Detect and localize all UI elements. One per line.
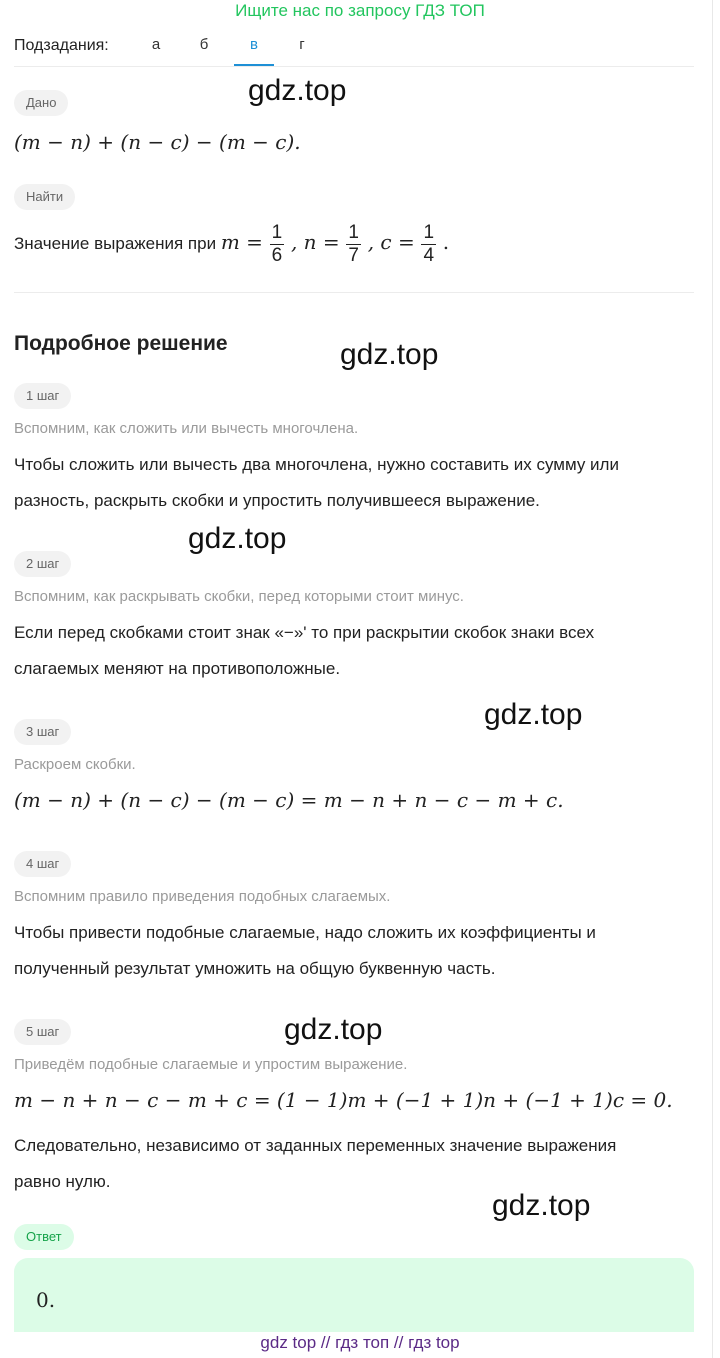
tab-v[interactable]: в: [234, 36, 274, 66]
step-2-hint: Вспомним, как раскрывать скобки, перед которыми стоит минус.: [14, 588, 464, 605]
step-4-hint: Вспомним правило приведения подобных слагаемых.: [14, 888, 391, 905]
given-pill: Дано: [14, 90, 68, 116]
watermark: gdz.top: [492, 1189, 591, 1222]
fraction-m: $\frac{1}{6}$: [271, 222, 283, 267]
tab-b[interactable]: б: [199, 36, 209, 53]
step-2-line-1: Если перед скобками стоит знак «−»' то при раскрытии скобок знаки всех: [14, 623, 595, 642]
step-5-hint: Приведём подобные слагаемые и упростим выражение.: [14, 1056, 408, 1073]
step-2-line-2: слагаемых меняют на противоположные.: [14, 659, 341, 678]
step-5-expression: m − n + n − c − m + c = (1 − 1)m + (−1 + 1)n + (−1 + 1)c = 0.: [14, 1088, 673, 1112]
step-1-pill: 1 шаг: [14, 383, 71, 409]
find-pill: Найти: [14, 184, 75, 210]
top-banner[interactable]: Ищите нас по запросу ГДЗ ТОП: [235, 1, 485, 20]
answer-pill: Ответ: [14, 1224, 74, 1250]
given-expression: (m − n) + (n − c) − (m − c).: [14, 130, 301, 154]
step-1-hint: Вспомним, как сложить или вычесть многочлена.: [14, 420, 359, 437]
subtasks-label: Подзадания:: [14, 37, 109, 54]
find-text: Значение выражения при m = $\frac{1}{6}$ , n = $\frac{1}{7}$ , c = $\frac{1}{4}$ .: [14, 222, 450, 267]
watermark: gdz.top: [188, 522, 287, 555]
divider: [14, 292, 694, 293]
footer-links[interactable]: gdz top // гдз топ // гдз top: [260, 1333, 460, 1352]
watermark: gdz.top: [284, 1013, 383, 1046]
tab-g[interactable]: г: [299, 36, 305, 53]
solution-title: Подробное решение: [14, 332, 228, 355]
step-5-pill: 5 шаг: [14, 1019, 71, 1045]
step-3-hint: Раскроем скобки.: [14, 756, 136, 773]
answer-box: [14, 1258, 694, 1332]
step-2-pill: 2 шаг: [14, 551, 71, 577]
step-5-line-2: равно нулю.: [14, 1172, 111, 1191]
tab-a[interactable]: а: [151, 36, 161, 53]
step-4-pill: 4 шаг: [14, 851, 71, 877]
step-4-line-2: полученный результат умножить на общую буквенную часть.: [14, 959, 496, 978]
step-1-line-2: разность, раскрыть скобки и упростить получившееся выражение.: [14, 491, 540, 510]
watermark: gdz.top: [248, 74, 347, 107]
scrollbar-edge: [712, 0, 713, 1358]
step-3-pill: 3 шаг: [14, 719, 71, 745]
watermark: gdz.top: [484, 698, 583, 731]
step-5-line-1: Следовательно, независимо от заданных переменных значение выражения: [14, 1136, 617, 1155]
subtasks-bar: [14, 32, 694, 67]
watermark: gdz.top: [340, 338, 439, 371]
fraction-c: $\frac{1}{4}$: [423, 222, 435, 267]
step-4-line-1: Чтобы привести подобные слагаемые, надо сложить их коэффициенты и: [14, 923, 596, 942]
answer-value: 0.: [36, 1288, 56, 1312]
step-3-expression: (m − n) + (n − c) − (m − c) = m − n + n − c − m + c.: [14, 788, 564, 812]
fraction-n: $\frac{1}{7}$: [348, 222, 359, 267]
step-1-line-1: Чтобы сложить или вычесть два многочлена, нужно составить их сумму или: [14, 455, 619, 474]
